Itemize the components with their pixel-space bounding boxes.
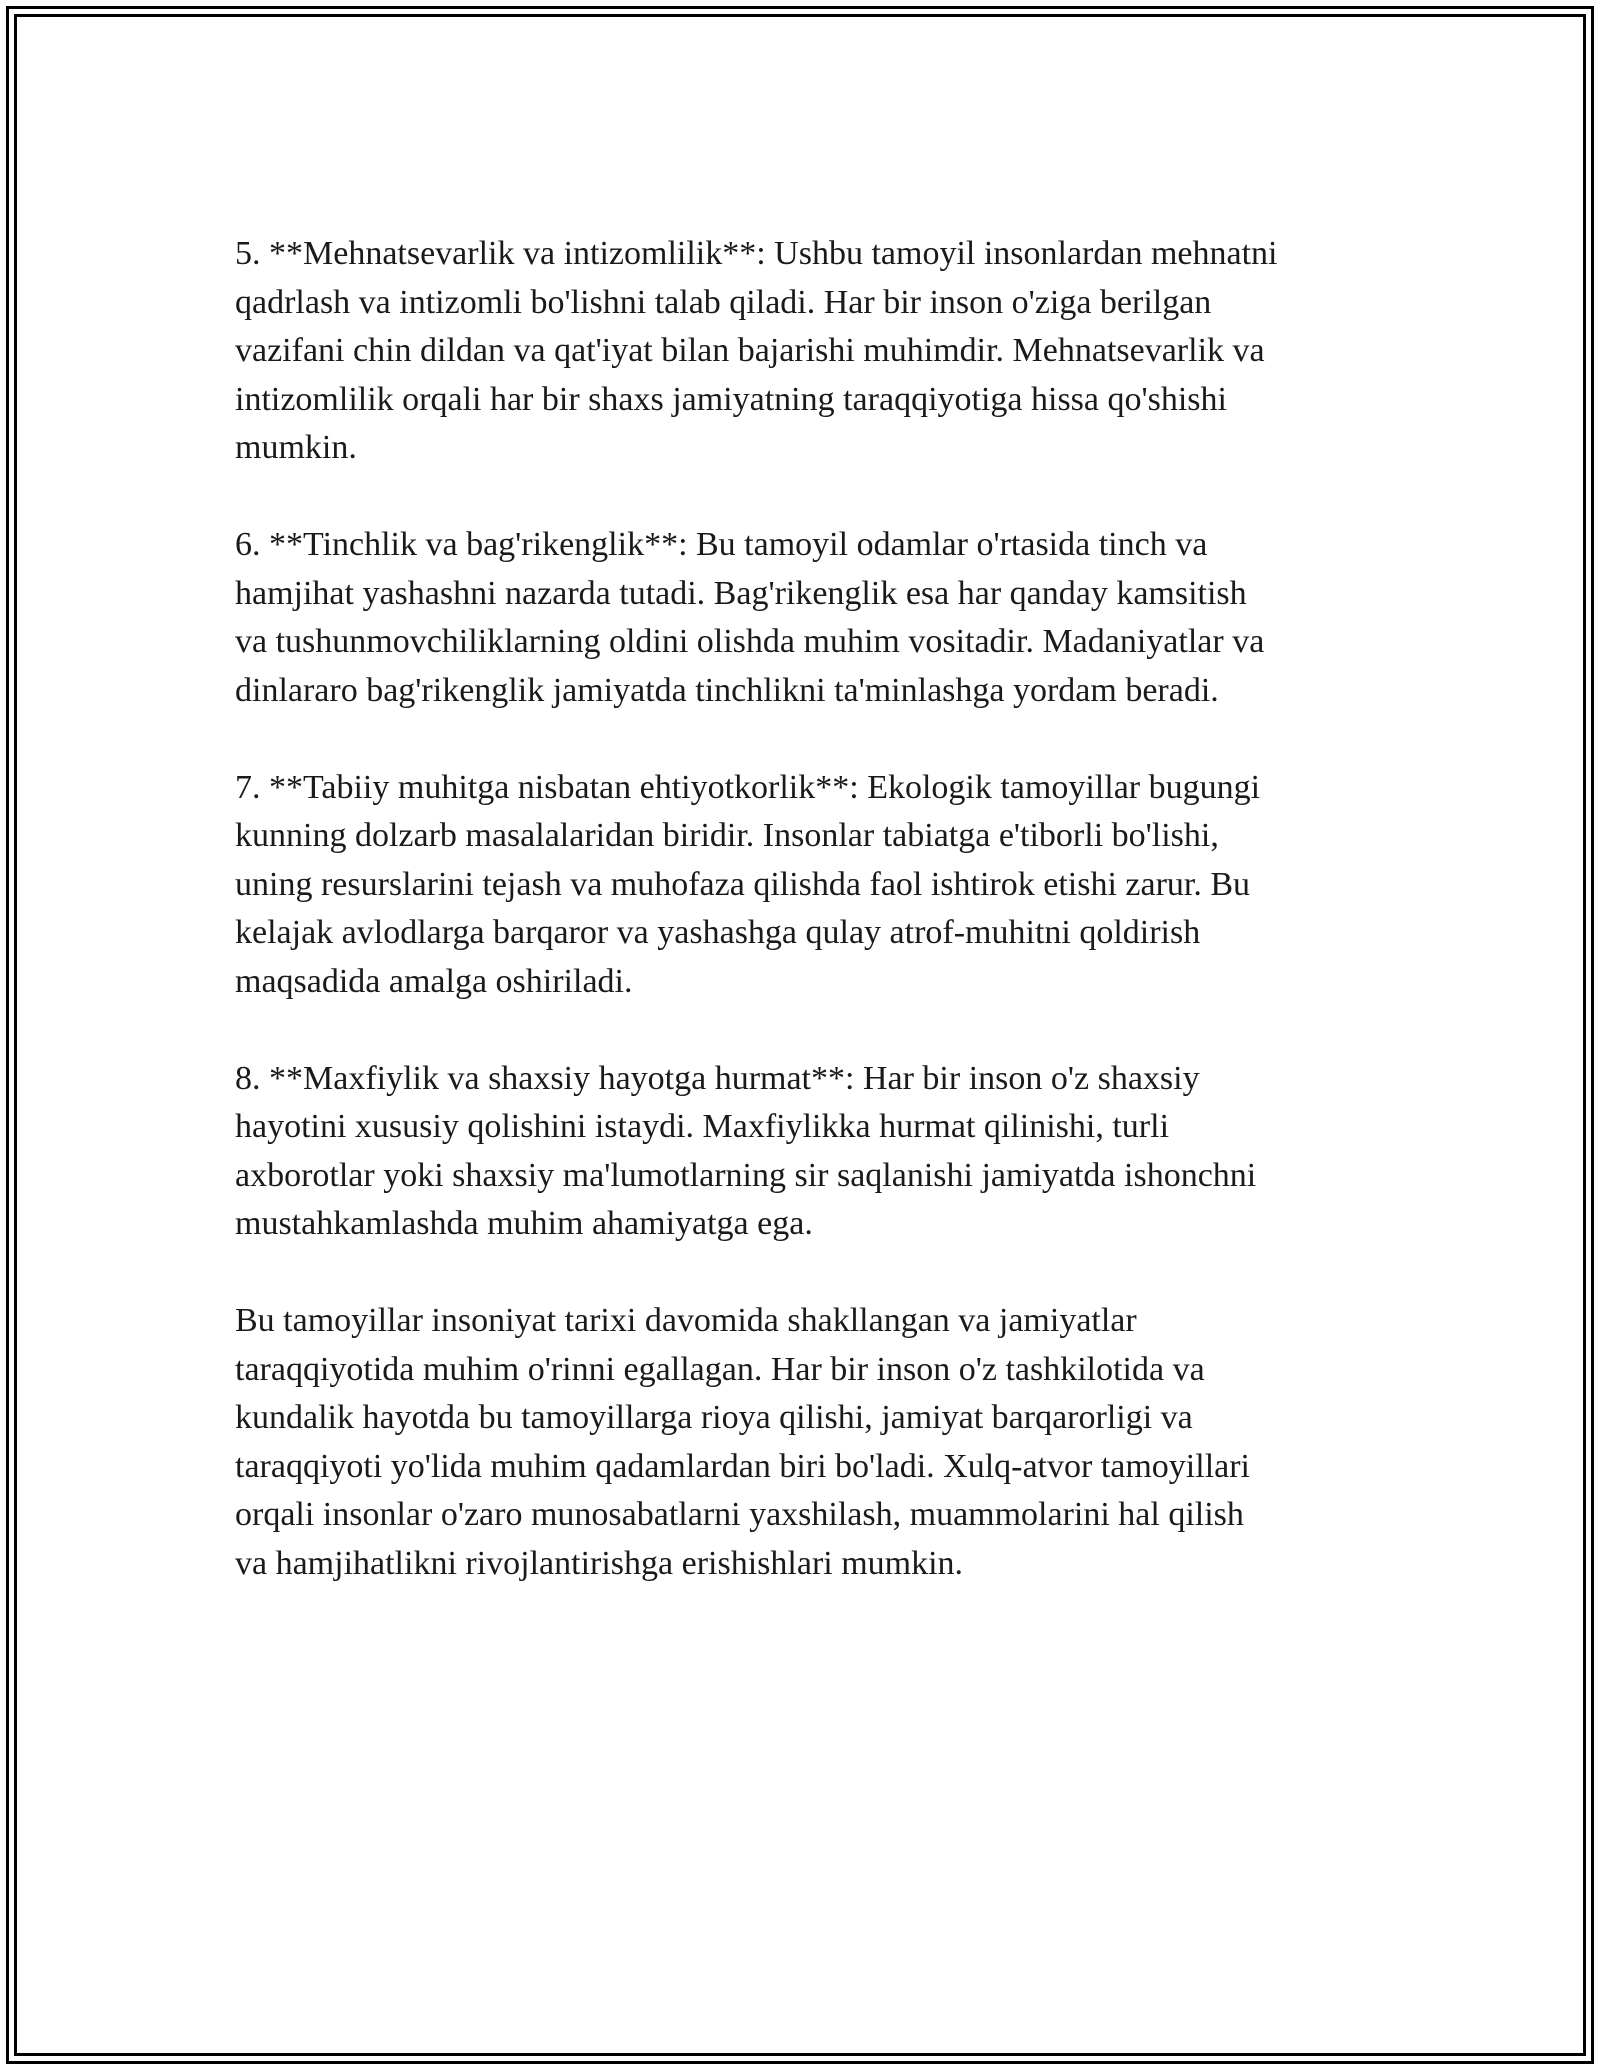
paragraph-principle-7: 7. **Tabiiy muhitga nisbatan ehtiyotkorlik**: Ekologik tamoyillar bugungi kunning dolzarb masalalaridan biridir. Insonlar tabiatga e'tiborli bo'lishi, uning resurslarini tejash va muhofaza qilishda faol ishtirok etishi zarur. Bu kelajak avlodlarga barqaror va yashashga qulay atrof-muhitni qoldirish maqsadida amalga oshiriladi. [235,768,1261,1000]
paragraph-principle-6: 6. **Tinchlik va bag'rikenglik**: Bu tamoyil odamlar o'rtasida tinch va hamjihat yashashni nazarda tutadi. Bag'rikenglik esa har qanday kamsitish va tushunmovchiliklarning oldini olishda muhim vositadir. Madaniyatlar va dinlararo bag'rikenglik jamiyatda tinchlikni ta'minlashga yordam beradi. [235,526,1265,709]
document-body [235,230,1385,1637]
paragraph-principle-5: 5. **Mehnatsevarlik va intizomlilik**: Ushbu tamoyil insonlardan mehnatni qadrlash va intizomli bo'lishni talab qiladi. Har bir inson o'ziga berilgan vazifani chin dildan va qat'iyat bilan bajarishi muhimdir. Mehnatsevarlik va intizomlilik orqali har bir shaxs jamiyatning taraqqiyotiga hissa qo'shishi mumkin. [235,235,1278,466]
paragraph-principle-8: 8. **Maxfiylik va shaxsiy hayotga hurmat**: Har bir inson o'z shaxsiy hayotini xususiy qolishini istaydi. Maxfiylikka hurmat qilinishi, turli axborotlar yoki shaxsiy ma'lumotlarning sir saqlanishi jamiyatda ishonchni mustahkamlashda muhim ahamiyatga ega. [235,1059,1257,1242]
paragraph-conclusion: Bu tamoyillar insoniyat tarixi davomida shakllangan va jamiyatlar taraqqiyotida muhim o'rinni egallagan. Har bir inson o'z tashkilotida va kundalik hayotda bu tamoyillarga rioya qilishi, jamiyat barqarorligi va taraqqiyoti yo'lida muhim qadamlardan biri bo'ladi. Xulq-atvor tamoyillari orqali insonlar o'zaro munosabatlarni yaxshilash, muammolarini hal qilish va hamjihatlikni rivojlantirishga erishishlari mumkin. [235,1302,1251,1582]
